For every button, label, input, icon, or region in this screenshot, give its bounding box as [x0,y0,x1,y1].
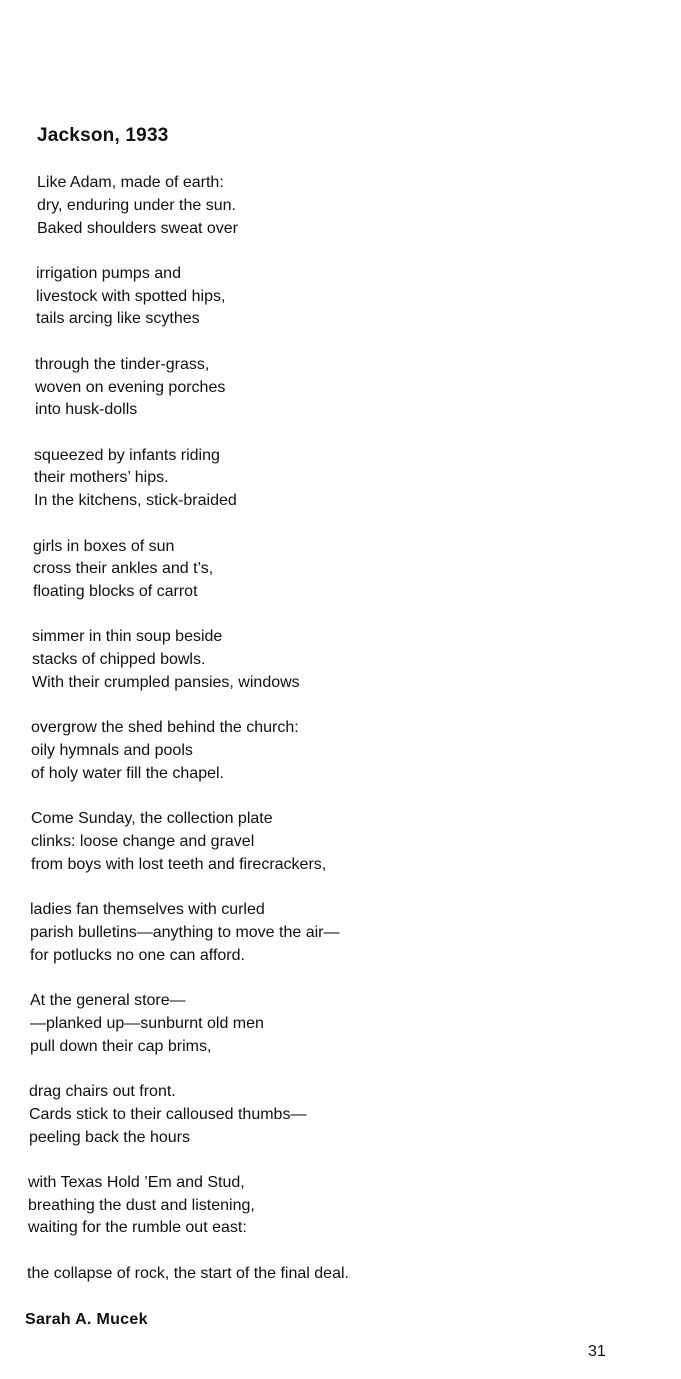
poem-stanza [36,263,590,331]
poem-line: the collapse of rock, the start of the final deal. [27,1264,349,1282]
poem-line: through the tinder-grass, [35,355,210,373]
poem-line: parish bulletins—anything to move the air— [30,923,340,941]
poem-stanza [34,445,590,513]
poem-line: ladies fan themselves with curled [30,901,265,919]
poem-line: overgrow the shed behind the church: [31,719,299,737]
poem-line: Like Adam, made of earth: [37,174,224,191]
poem-line: At the general store— [30,992,186,1010]
poem-line: their mothers’ hips. [34,469,169,487]
poem-title: Jackson, 1933 [37,125,169,146]
poem-line: peeling back the hours [29,1128,190,1146]
poem-line: of holy water fill the chapel. [31,764,224,782]
poem-line: woven on evening porches [35,378,226,396]
poem-stanza [33,536,590,604]
poem-line: tails arcing like scythes [36,310,200,328]
poem-stanza [31,808,590,876]
poem-line: with Texas Hold ’Em and Stud, [28,1173,245,1191]
poem-line: cross their ankles and t’s, [33,560,214,578]
poem-line: simmer in thin soup beside [32,628,223,646]
poem-line: Cards stick to their calloused thumbs— [29,1105,307,1123]
poem-line: drag chairs out front. [29,1082,176,1100]
poem-line: dry, enduring under the sun. [37,196,236,214]
poem-line: oily hymnals and pools [31,742,193,760]
poem-stanza [31,717,590,785]
poem-line: pull down their cap brims, [30,1037,212,1055]
poem-body [27,172,590,1308]
poem-line: clinks: loose change and gravel [31,833,255,851]
poem-line: into husk-dolls [35,401,138,419]
poem-stanza [32,626,590,694]
poem-line: squeezed by infants riding [34,446,220,464]
poem-line: irrigation pumps and [36,264,181,282]
poem-line: girls in boxes of sun [33,537,175,555]
poem-line: floating blocks of carrot [33,583,198,601]
poem-author: Sarah A. Mucek [25,1311,148,1328]
page-number: 31 [588,1343,606,1360]
poem-line: breathing the dust and listening, [28,1196,255,1214]
poem-line: In the kitchens, stick-braided [34,492,237,510]
poem-stanza [27,1263,590,1286]
poem-line: Baked shoulders sweat over [37,219,238,237]
poem-line: —planked up—sunburnt old men [30,1014,264,1032]
poem-line: from boys with lost teeth and firecrackers, [31,855,327,873]
poem-line: Come Sunday, the collection plate [31,810,273,828]
poem-stanza [37,172,590,240]
poem-line: With their crumpled pansies, windows [32,674,300,692]
poem-stanza [29,1081,590,1149]
poem-line: livestock with spotted hips, [36,287,226,305]
poem-line: stacks of chipped bowls. [32,651,206,669]
poem-stanza [30,899,590,967]
poem-stanza [28,1172,590,1240]
poem-stanza [30,990,590,1058]
poem-line: for potlucks no one can afford. [30,946,245,964]
poem-line: waiting for the rumble out east: [28,1219,247,1237]
poem-stanza [35,354,590,422]
